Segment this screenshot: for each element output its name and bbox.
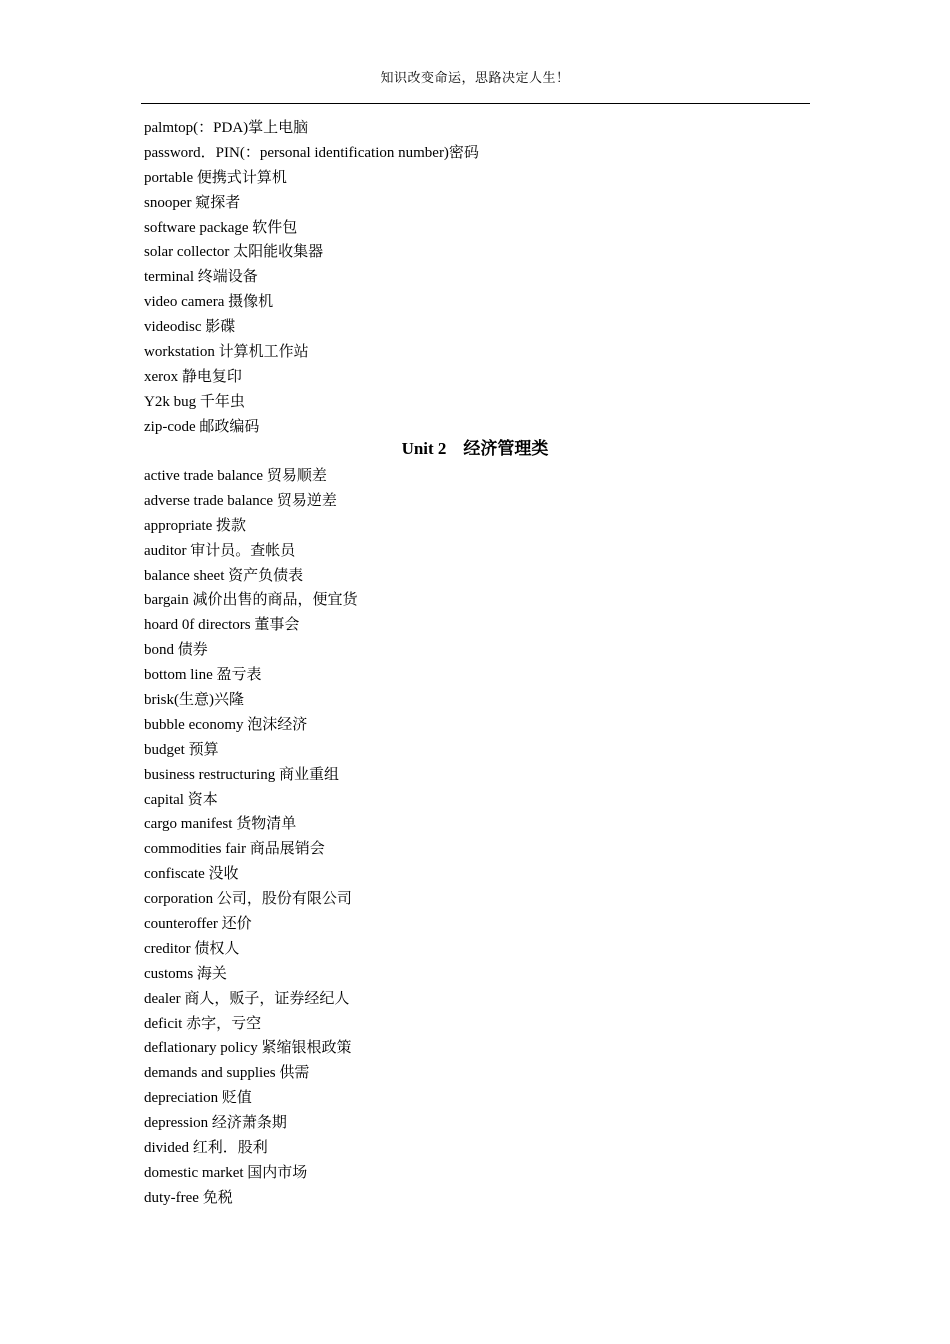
glossary-entry: brisk(生意)兴隆 (144, 692, 244, 709)
glossary-entry: video camera 摄像机 (144, 294, 274, 311)
glossary-entry: bargain 减价出售的商品，便宜货 (144, 592, 358, 609)
glossary-entry: auditor 审计员。查帐员 (144, 542, 296, 559)
glossary-entry: software package 软件包 (144, 219, 298, 236)
glossary-entry: confiscate 没收 (144, 866, 239, 883)
glossary-entry: workstation 计算机工作站 (144, 344, 309, 361)
glossary-list-unit-1 (144, 116, 479, 440)
glossary-entry: depression 经济萧条期 (144, 1115, 287, 1132)
glossary-entry: bond 债券 (144, 642, 208, 659)
page-header-motto: 知识改变命运，思路决定人生！ (380, 70, 570, 85)
glossary-entry: Y2k bug 千年虫 (144, 393, 245, 410)
glossary-entry: deficit 赤字，亏空 (144, 1015, 262, 1032)
glossary-entry: adverse trade balance 贸易逆差 (144, 492, 337, 509)
glossary-entry: solar collector 太阳能收集器 (144, 244, 324, 261)
glossary-entry: corporation 公司，股份有限公司 (144, 891, 352, 908)
glossary-entry: commodities fair 商品展销会 (144, 841, 325, 858)
glossary-entry: snooper 窥探者 (144, 194, 241, 211)
glossary-entry: customs 海关 (144, 965, 227, 982)
glossary-entry: videodisc 影碟 (144, 319, 236, 336)
glossary-entry: duty-free 免税 (144, 1189, 233, 1206)
glossary-entry: hoard 0f directors 董事会 (144, 617, 300, 634)
glossary-entry: demands and supplies 供需 (144, 1065, 310, 1082)
glossary-entry: divided 红利．股利 (144, 1140, 268, 1157)
header-divider (141, 103, 810, 104)
glossary-entry: deflationary policy 紧缩银根政策 (144, 1040, 352, 1057)
glossary-entry: dealer 商人，贩子，证券经纪人 (144, 990, 350, 1007)
glossary-entry: bottom line 盈亏表 (144, 667, 262, 684)
glossary-entry: palmtop(：PDA)掌上电脑 (144, 120, 309, 136)
glossary-entry: portable 便携式计算机 (144, 169, 287, 186)
glossary-entry: terminal 终端设备 (144, 269, 258, 286)
glossary-entry: bubble economy 泡沫经济 (144, 716, 308, 733)
glossary-entry: domestic market 国内市场 (144, 1164, 308, 1181)
glossary-entry: password．PIN(：personal identification number)密码 (144, 144, 479, 161)
glossary-entry: xerox 静电复印 (144, 368, 242, 385)
glossary-entry: business restructuring 商业重组 (144, 766, 339, 783)
glossary-entry: budget 预算 (144, 741, 219, 758)
glossary-entry: depreciation 贬值 (144, 1090, 252, 1107)
glossary-entry: balance sheet 资产负债表 (144, 567, 304, 584)
glossary-entry: counteroffer 还价 (144, 916, 252, 933)
glossary-entry: appropriate 拨款 (144, 517, 247, 534)
glossary-entry: active trade balance 贸易顺差 (144, 468, 327, 484)
glossary-entry: zip-code 邮政编码 (144, 418, 260, 435)
glossary-entry: capital 资本 (144, 791, 218, 808)
glossary-list-unit-2 (144, 464, 357, 1211)
glossary-entry: creditor 债权人 (144, 940, 240, 957)
unit-heading: Unit 2 经济管理类 (401, 439, 549, 458)
glossary-entry: cargo manifest 货物清单 (144, 816, 297, 833)
